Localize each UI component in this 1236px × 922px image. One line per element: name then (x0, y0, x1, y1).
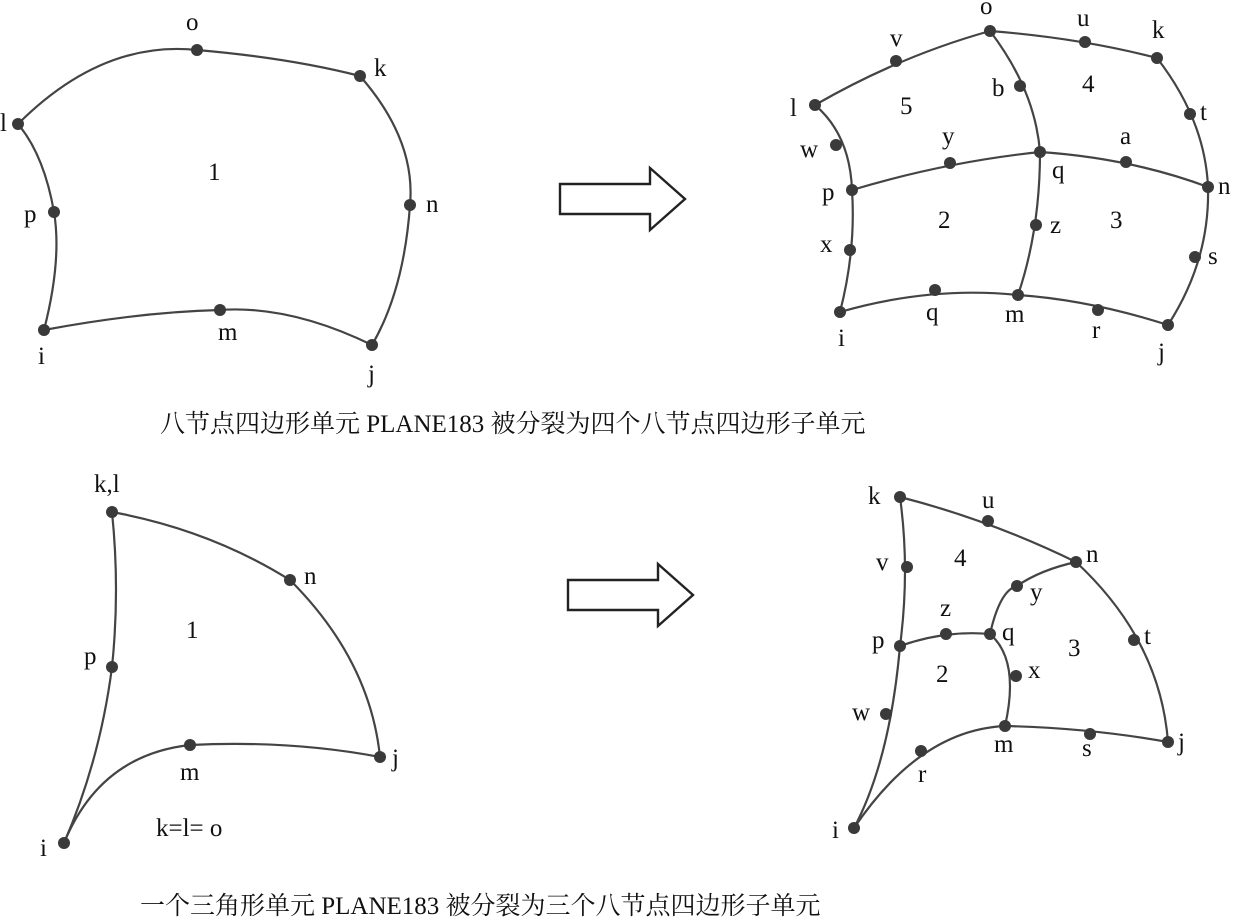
label-s: s (1082, 735, 1092, 762)
node-o (984, 25, 996, 37)
node-v (901, 561, 913, 573)
label-v: v (876, 549, 889, 576)
node-j (374, 751, 386, 763)
label-k: k (374, 55, 387, 82)
label-y: y (942, 123, 955, 150)
label-b: b (992, 75, 1005, 102)
node-k (354, 70, 366, 82)
node-m (1012, 289, 1024, 301)
label-l: l (790, 95, 797, 122)
label-n: n (426, 191, 439, 218)
edge-right (360, 76, 411, 345)
node-z (1030, 219, 1042, 231)
node-v (890, 55, 902, 67)
edge-inner-horizontal (900, 633, 1010, 726)
label-kl: k,l (94, 471, 120, 498)
label-w: w (852, 699, 871, 726)
node-p (846, 184, 858, 196)
label-p: p (24, 201, 37, 228)
label-k: k (1152, 17, 1165, 44)
label-n: n (1086, 541, 1099, 568)
node-p (894, 640, 906, 652)
label-s: s (1208, 243, 1218, 270)
element-number-3: 3 (1068, 635, 1081, 662)
edge-left (64, 512, 116, 843)
node-j (1162, 736, 1174, 748)
label-m: m (994, 731, 1014, 758)
top-right-subdivision (790, 0, 1231, 366)
label-y: y (1030, 579, 1043, 606)
node-n (284, 574, 296, 586)
node-m (214, 304, 226, 316)
node-j (1162, 319, 1174, 331)
node-y (944, 157, 956, 169)
label-m: m (218, 319, 238, 346)
label-l: l (0, 110, 7, 137)
node-u (1079, 36, 1091, 48)
node-q-bottom (929, 284, 941, 296)
node-w (880, 708, 892, 720)
split-arrow-bottom (568, 564, 693, 626)
bottom-right-subdivision (832, 483, 1185, 844)
element-number-2: 2 (938, 207, 951, 234)
element-number-5: 5 (900, 93, 913, 120)
node-u (982, 515, 994, 527)
node-w (830, 139, 842, 151)
node-t (1184, 108, 1196, 120)
node-k (1151, 52, 1163, 64)
node-i (848, 822, 860, 834)
label-q: q (1002, 619, 1015, 646)
label-o: o (980, 0, 993, 20)
label-r: r (1092, 317, 1101, 344)
label-j: j (392, 745, 399, 772)
node-q-center (1034, 146, 1046, 158)
top-left-element (0, 9, 439, 388)
node-b (1014, 80, 1026, 92)
degenerate-node-note: k=l= o (156, 815, 223, 842)
caption-bottom: 一个三角形单元 PLANE183 被分裂为三个八节点四边形子单元 (140, 893, 821, 920)
node-a (1120, 156, 1132, 168)
caption-top: 八节点四边形单元 PLANE183 被分裂为四个八节点四边形子单元 (160, 411, 866, 438)
label-n: n (1218, 173, 1231, 200)
label-a: a (1120, 123, 1132, 150)
label-q-bottom: q (926, 299, 939, 326)
label-t: t (1200, 99, 1207, 126)
node-n (404, 199, 416, 211)
node-t (1128, 634, 1140, 646)
label-x: x (1028, 657, 1041, 684)
node-n (1070, 556, 1082, 568)
node-p (48, 206, 60, 218)
node-j (366, 339, 378, 351)
node-p (106, 661, 118, 673)
label-i: i (838, 325, 845, 352)
edge-bottom (840, 293, 1168, 325)
node-q (984, 628, 996, 640)
node-r (1092, 304, 1104, 316)
element-number-4: 4 (1082, 71, 1095, 98)
node-m (184, 739, 196, 751)
node-l (12, 118, 24, 130)
node-i (38, 324, 50, 336)
node-z (940, 628, 952, 640)
label-v: v (890, 25, 903, 52)
label-z: z (940, 595, 952, 622)
edge-vertical-mid (990, 31, 1040, 295)
edge-top (815, 31, 1157, 105)
node-kl (106, 506, 118, 518)
label-p: p (872, 627, 885, 654)
element-number-3: 3 (1110, 207, 1123, 234)
element-number: 1 (208, 159, 221, 186)
bottom-left-element (40, 471, 399, 862)
label-u: u (1077, 5, 1090, 32)
node-i (58, 837, 70, 849)
label-j: j (368, 361, 375, 388)
node-y (1011, 580, 1023, 592)
edge-left (815, 105, 853, 312)
label-x: x (820, 231, 833, 258)
edge-bottom (44, 309, 372, 345)
label-p: p (822, 179, 835, 206)
element-number-2: 2 (936, 661, 949, 688)
label-w: w (800, 136, 819, 163)
label-m: m (180, 759, 200, 786)
label-p: p (84, 643, 97, 670)
label-t: t (1144, 623, 1151, 650)
label-o: o (186, 9, 199, 36)
label-j: j (1158, 339, 1165, 366)
label-i: i (832, 817, 839, 844)
element-number-4: 4 (954, 545, 967, 572)
node-o (191, 44, 203, 56)
label-z: z (1050, 212, 1062, 239)
label-i: i (40, 835, 47, 862)
node-n (1202, 181, 1214, 193)
edge-left (854, 497, 905, 828)
element-number: 1 (186, 617, 199, 644)
label-n: n (304, 563, 317, 590)
label-m: m (1005, 301, 1025, 328)
label-u: u (982, 487, 995, 514)
label-j: j (1178, 729, 1185, 756)
edge-top (18, 49, 360, 124)
label-r: r (918, 761, 927, 788)
node-s (1189, 251, 1201, 263)
label-i: i (38, 343, 45, 370)
node-r (915, 745, 927, 757)
edge-horizontal-mid (852, 152, 1208, 190)
node-l (809, 99, 821, 111)
node-x (844, 244, 856, 256)
node-x (1010, 670, 1022, 682)
node-i (834, 306, 846, 318)
edge-top (112, 512, 380, 757)
split-arrow-top (560, 168, 685, 230)
label-q-center: q (1052, 157, 1065, 184)
node-k (894, 491, 906, 503)
label-k: k (868, 483, 881, 510)
